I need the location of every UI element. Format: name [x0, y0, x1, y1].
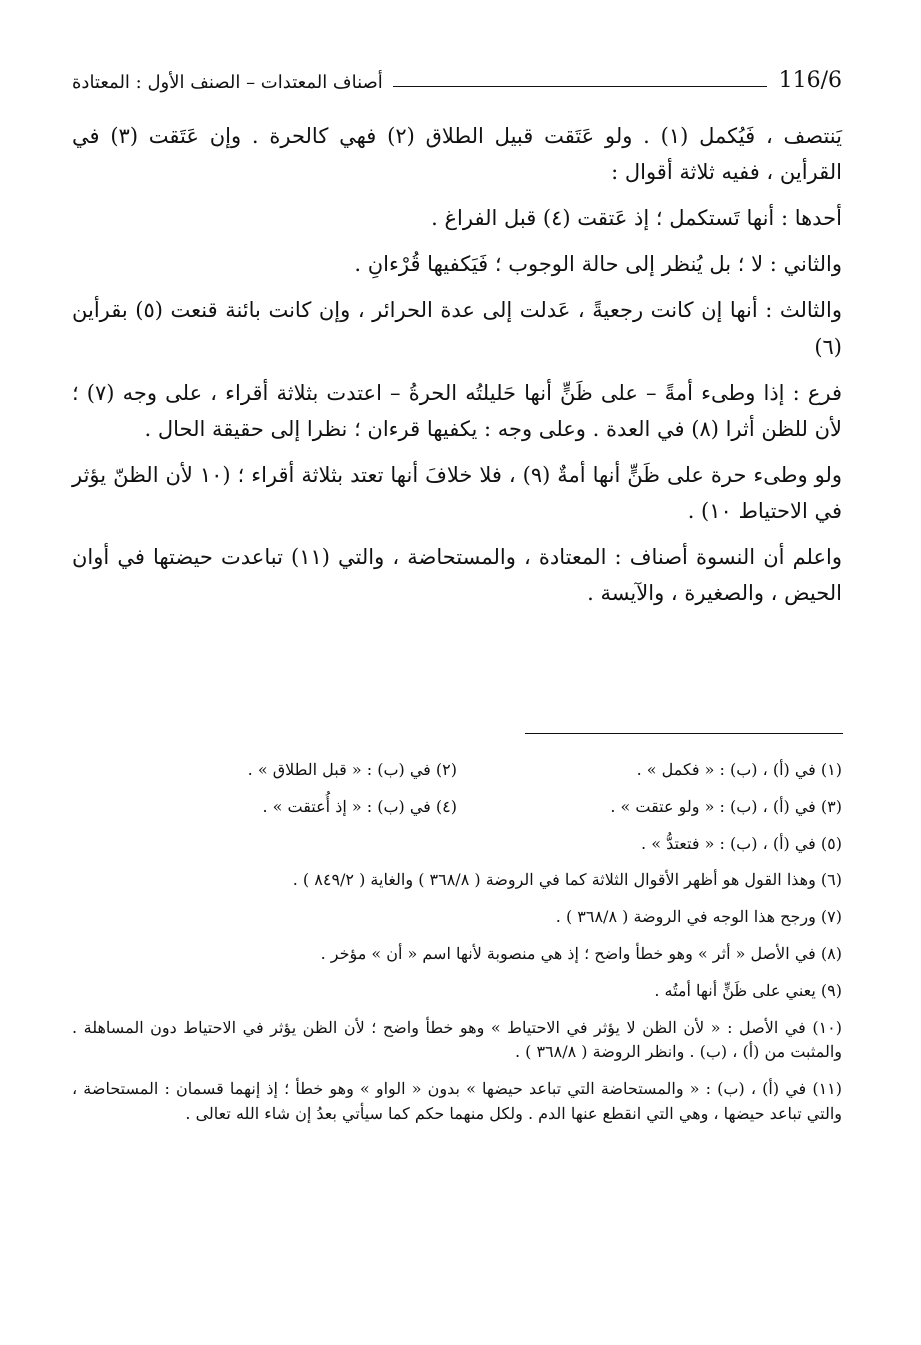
- footnote: (١١) في (أ) ، (ب) : « والمستحاضة التي تباعد حيضها » بدون « الواو » وهو خطأ ؛ إذ إنهما قسمان : المستحاضة ، والتي تباعد حيضها ، وهي التي انقطع عنها الدم . ولكل منهما حكم كما سيأتي بعدُ إن شاء الله تعالى .: [72, 1079, 842, 1123]
- footnote: (٥) في (أ) ، (ب) : « فتعتدُّ » .: [641, 833, 842, 853]
- footnote: (٤) في (ب) : « إذ أُعتقت » .: [262, 796, 457, 816]
- footnote: (٧) ورجح هذا الوجه في الروضة ( ٣٦٨/٨ ) .: [555, 907, 842, 927]
- footnotes: [72, 758, 842, 1139]
- paragraph: يَنتصف ، فَيُكمل (١) . ولو عَتَقت قبيل الطلاق (٢) فهي كالحرة . وإن عَتَقت (٣) في القرأين ، ففيه ثلاثة أقوال :: [72, 124, 842, 185]
- header-rule: [393, 86, 767, 87]
- running-header: [72, 56, 842, 92]
- paragraph: ولو وطىء حرة على ظَنٍّ أنها أمةٌ (٩) ، فلا خلافَ أنها تعتد بثلاثة أقراء ؛ (١٠ لأن الظنّ يؤثر في الاحتياط ١٠) .: [72, 462, 842, 523]
- footnote: (٦) وهذا القول هو أظهر الأقوال الثلاثة كما في الروضة ( ٣٦٨/٨ ) والغاية ( ٨٤٩/٢ ) .: [292, 870, 842, 890]
- footnote: (١) في (أ) ، (ب) : « فكمل » .: [636, 760, 842, 779]
- running-title: أصناف المعتدات – الصنف الأول : المعتادة: [72, 72, 383, 93]
- paragraph: واعلم أن النسوة أصناف : المعتادة ، والمستحاضة ، والتي (١١) تباعدت حيضتها في أوان الحيض ، والصغيرة ، والآيسة .: [72, 545, 843, 606]
- footnote-row: [72, 758, 842, 783]
- page-number: 116/6: [778, 68, 842, 93]
- footnote: (٣) في (أ) ، (ب) : « ولو عتقت » .: [610, 796, 842, 816]
- paragraph: والثالث : أنها إن كانت رجعيةً ، عَدلت إلى عدة الحرائر ، وإن كانت بائنة قنعت (٥) بقرأين (٦): [72, 298, 842, 359]
- footnote-row: [72, 795, 842, 820]
- footnote: (١٠) في الأصل : « لأن الظن لا يؤثر في الاحتياط » وهو خطأ واضح ؛ لأن الظن يؤثر في الاحتياط دون المساهلة . والمثبت من (أ) ، (ب) . وانظر الروضة ( ٣٦٨/٨ ) .: [72, 1017, 842, 1062]
- footnote: (٨) في الأصل « أثر » وهو خطأ واضح ؛ إذ هي منصوبة لأنها اسم « أن » مؤخر .: [320, 943, 842, 963]
- paragraph: والثاني : لا ؛ بل يُنظر إلى حالة الوجوب ؛ فَيَكفيها قُرْءانِ .: [354, 252, 842, 277]
- footnote: (٩) يعني على ظَنٍّ أنها أمتُه .: [654, 980, 842, 1000]
- main-text: [72, 118, 842, 621]
- footnote-separator: [525, 733, 843, 734]
- footnote: (٢) في (ب) : « قبل الطلاق » .: [247, 760, 457, 779]
- paragraph: أحدها : أنها تَستكمل ؛ إذ عَتقت (٤) قبل الفراغ .: [431, 206, 842, 231]
- paragraph: فرع : إذا وطىء أمةً – على ظَنٍّ أنها حَليلتُه الحرةُ – اعتدت بثلاثة أقراء ، على وجه (٧) ؛ لأن للظن أثرا (٨) في العدة . وعلى وجه : يكفيها قرءان ؛ نظرا إلى حقيقة الحال .: [72, 380, 843, 441]
